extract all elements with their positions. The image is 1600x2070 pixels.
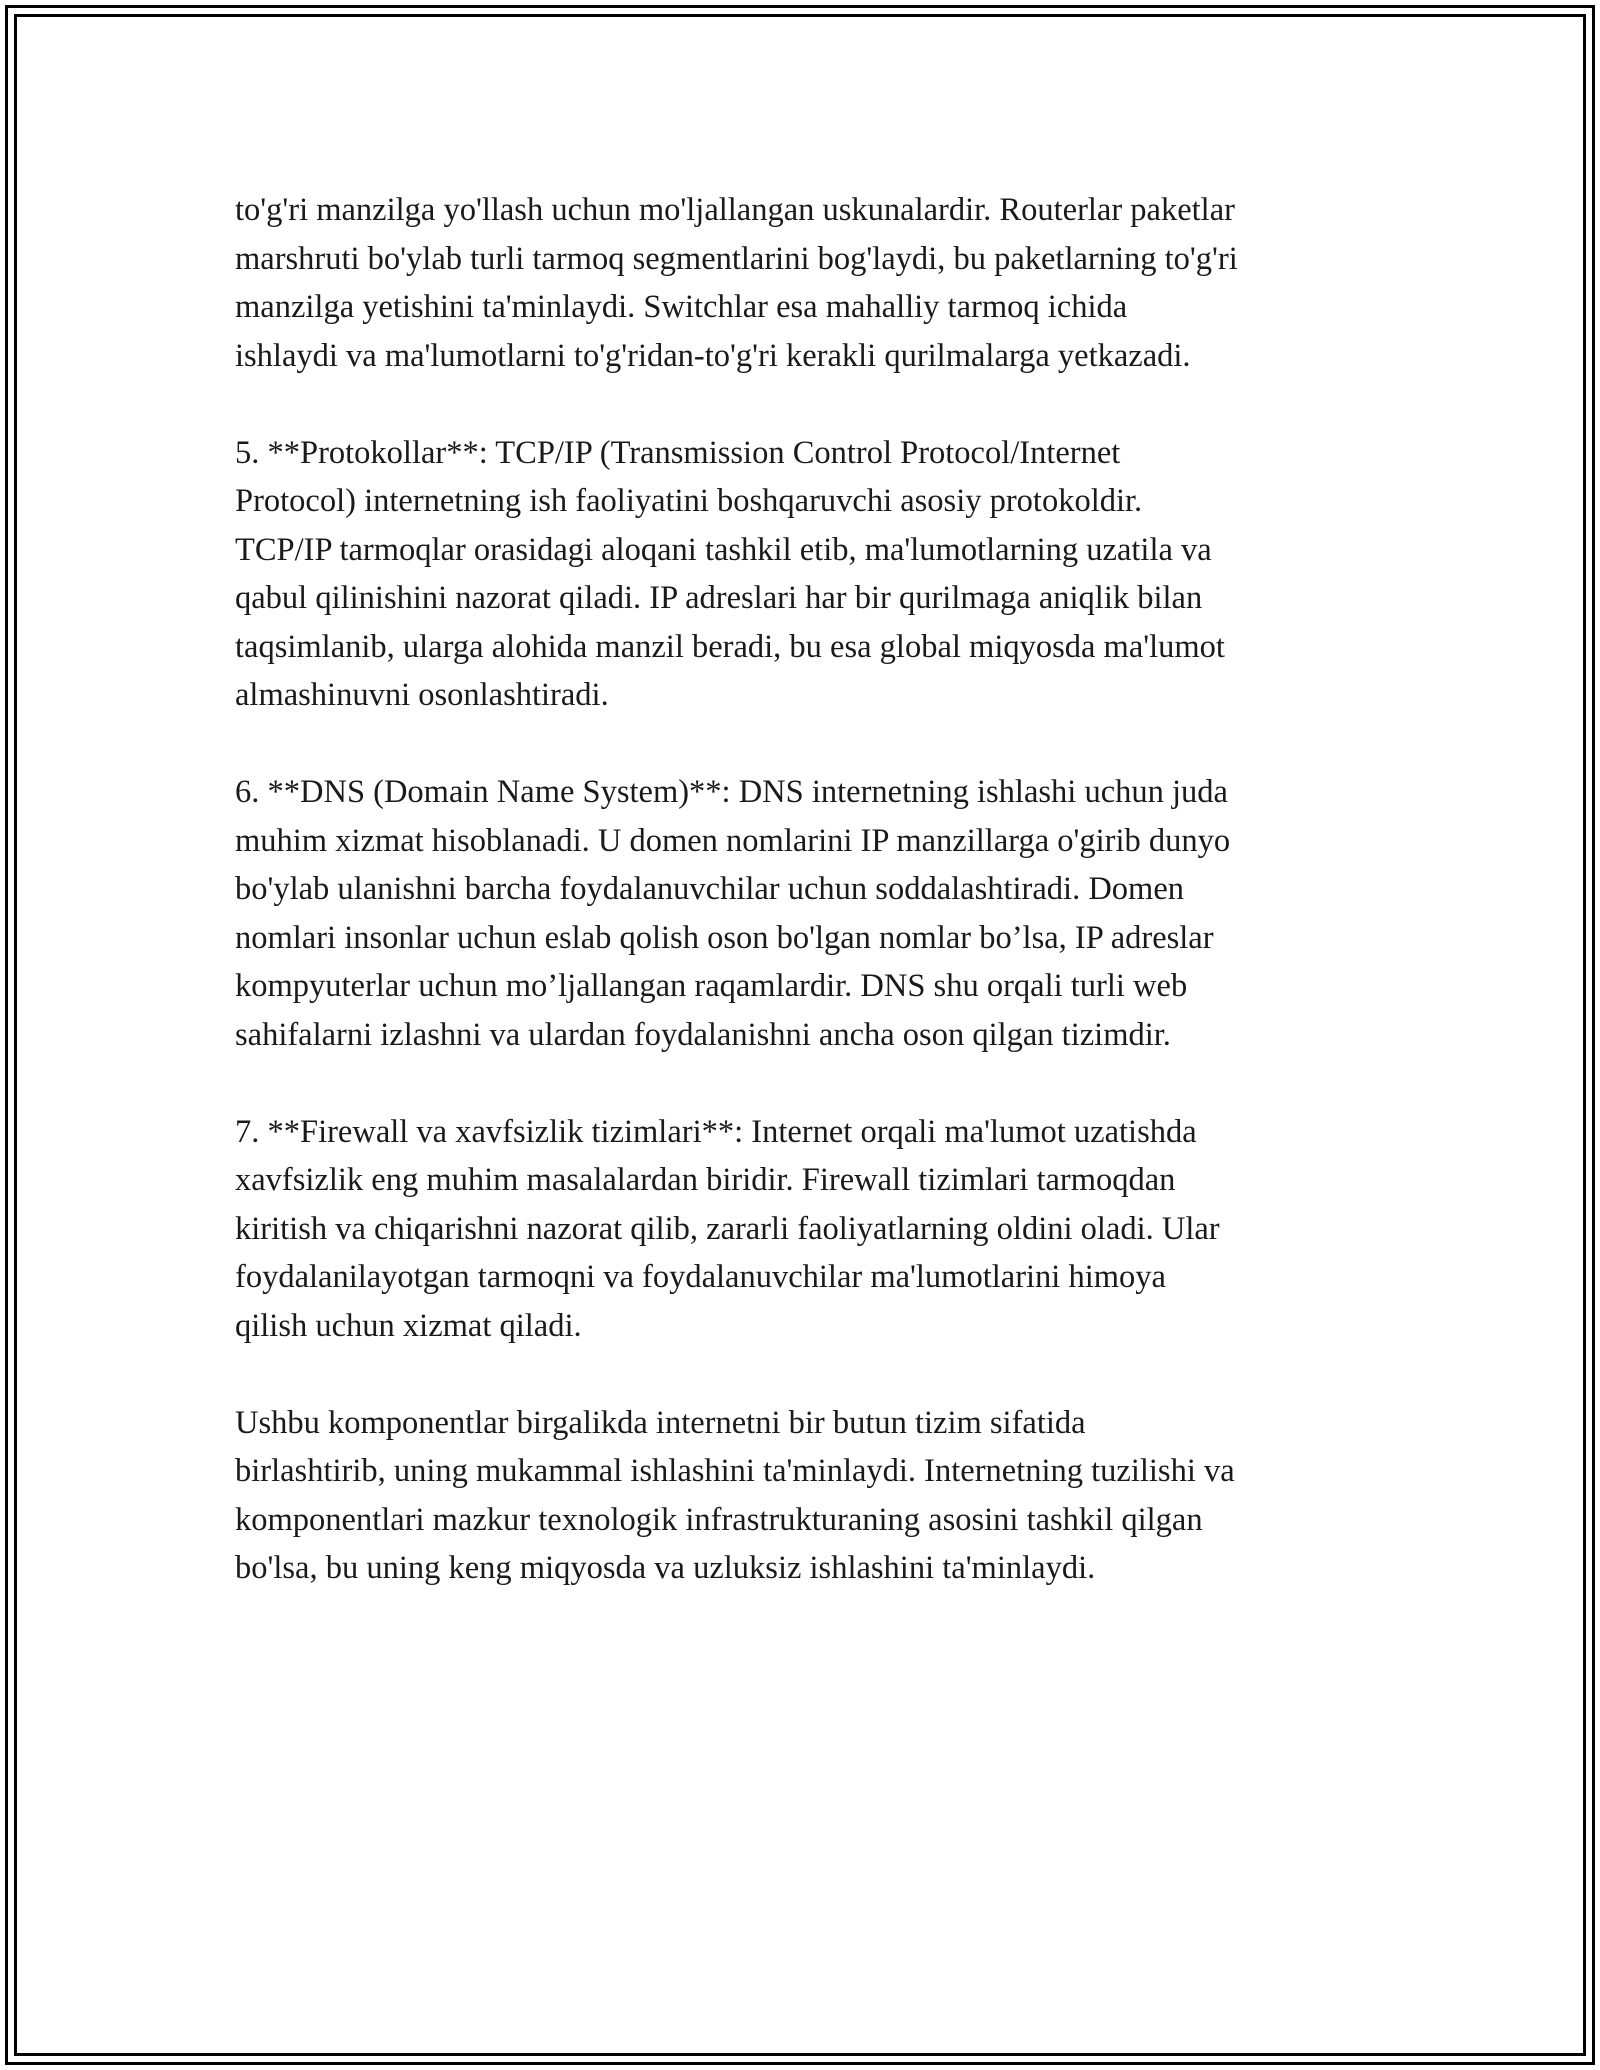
text-line: to'g'ri manzilga yo'llash uchun mo'ljallangan uskunalardir. Routerlar paketlar xyxy=(235,192,1235,228)
text-line: komponentlari mazkur texnologik infrastrukturaning asosini tashkil qilgan xyxy=(235,1501,1203,1538)
document-body xyxy=(235,186,1375,1641)
paragraph-conclusion xyxy=(235,1399,1375,1593)
text-line: marshruti bo'ylab turli tarmoq segmentlarini bog'laydi, bu paketlarning to'g'ri xyxy=(235,240,1238,277)
text-line: ishlaydi va ma'lumotlarni to'g'ridan-to'g'ri kerakli qurilmalarga yetkazadi. xyxy=(235,337,1191,374)
text-line: qabul qilinishini nazorat qiladi. IP adreslari har bir qurilmaga aniqlik bilan xyxy=(235,580,1203,616)
text-line: manzilga yetishini ta'minlaydi. Switchlar esa mahalliy tarmoq ichida xyxy=(235,289,1128,325)
text-line: Ushbu komponentlar birgalikda internetni bir butun tizim sifatida xyxy=(235,1404,1086,1441)
text-line: qilish uchun xizmat qiladi. xyxy=(235,1307,582,1344)
paragraph-dns xyxy=(235,768,1375,1059)
text-line: foydalanilayotgan tarmoqni va foydalanuvchilar ma'lumotlarini himoya xyxy=(235,1259,1166,1295)
text-line: sahifalarni izlashni va ulardan foydalanishni ancha oson qilgan tizimdir. xyxy=(235,1016,1171,1053)
paragraph-firewall xyxy=(235,1108,1375,1351)
text-line: TCP/IP tarmoqlar orasidagi aloqani tashkil etib, ma'lumotlarning uzatila va xyxy=(235,531,1212,568)
text-line: almashinuvni osonlashtiradi. xyxy=(235,677,609,713)
text-line: 5. **Protokollar**: TCP/IP (Transmission Control Protocol/Internet xyxy=(235,434,1121,471)
text-line: birlashtirib, uning mukammal ishlashini ta'minlaydi. Internetning tuzilishi va xyxy=(235,1453,1235,1489)
text-line: 7. **Firewall va xavfsizlik tizimlari**: Internet orqali ma'lumot uzatishda xyxy=(235,1113,1197,1150)
text-line: Protocol) internetning ish faoliyatini boshqaruvchi asosiy protokoldir. xyxy=(235,483,1143,519)
text-line: xavfsizlik eng muhim masalalardan biridir. Firewall tizimlari tarmoqdan xyxy=(235,1162,1176,1198)
text-line: taqsimlanib, ularga alohida manzil beradi, bu esa global miqyosda ma'lumot xyxy=(235,628,1225,665)
text-line: bo'ylab ulanishni barcha foydalanuvchilar uchun soddalashtiradi. Domen xyxy=(235,871,1184,907)
paragraph-protocols xyxy=(235,429,1375,720)
text-line: bo'lsa, bu uning keng miqyosda va uzluksiz ishlashini ta'minlaydi. xyxy=(235,1550,1096,1586)
text-line: muhim xizmat hisoblanadi. U domen nomlarini IP manzillarga o'girib dunyo xyxy=(235,822,1231,859)
text-line: kompyuterlar uchun mo’ljallangan raqamlardir. DNS shu orqali turli web xyxy=(235,968,1188,1004)
text-line: kiritish va chiqarishni nazorat qilib, zararli faoliyatlarning oldini oladi. Ular xyxy=(235,1210,1220,1247)
paragraph-routers xyxy=(235,186,1375,380)
text-line: 6. **DNS (Domain Name System)**: DNS internetning ishlashi uchun juda xyxy=(235,774,1228,810)
text-line: nomlari insonlar uchun eslab qolish oson bo'lgan nomlar bo’lsa, IP adreslar xyxy=(235,919,1214,956)
